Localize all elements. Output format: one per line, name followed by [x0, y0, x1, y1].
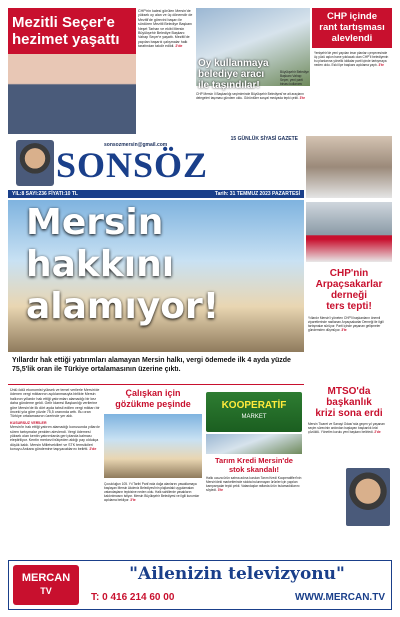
founder-portrait — [16, 140, 54, 186]
story-body: Yenişehir'de yeni yapılan imar planları çerçevesinde üç yüzü aşkın hane yıkılacak olan CHP'li belediyenin bu planlarına yönelik iddialar parti içinde tartışmaya neden oldu. Eski ilçe başkanı açıklama yaptı. 3'te — [314, 51, 389, 67]
sidebar-portrait — [346, 468, 390, 526]
divider — [8, 384, 304, 385]
issue-date: Tarih: 31 TEMMUZ 2023 PAZARTESİ — [214, 191, 300, 197]
footer-website[interactable]: WWW.MERCAN.TV — [295, 592, 385, 603]
cinema-body: Çocukluğun 105. Yıl Tarihi Park'ında doğa alanlarını yasaklamaya başlayan Mersin Akdeniz Belediyesi'nin plajlardaki uygulamaları vatandaşların tepkisine neden oldu. Halk sahillerde yasakların kaldırılmasını istiyor. Mersin Büyükşehir Belediyesi ve ilgili kurumlar açıklama bekliyor. 3'te — [104, 482, 200, 502]
coop-headline: Tarım Kredi Mersin'de stok skandalı! — [215, 456, 293, 474]
sidebar-photo-top — [306, 136, 392, 198]
masthead-tagline: 15 GÜNLÜK SİYASİ GAZETE — [230, 136, 298, 142]
main-subhead: Yıllardır hak ettiği yatırımları alamayan Mersin halkı, vergi ödemede ilk 4 ayda yüzde 75,5'lik oran ile Türkiye ortalamasının üzerine çıktı. — [12, 357, 291, 373]
sidebar-chp-headline: CHP'nin Arpaçsakarlar derneği ters tepti! — [315, 268, 383, 312]
issue-info: YIL:8 SAYI:236 FİYATI:10 TL — [12, 191, 78, 197]
more-link[interactable]: 3'te — [130, 498, 136, 502]
issue-bar — [8, 190, 304, 198]
story-headline: Mezitli Seçer'e hezimet yaşattı — [12, 14, 120, 48]
more-link[interactable]: 3'te — [217, 488, 224, 492]
main-headline: Mersin hakkını alamıyor! — [26, 202, 220, 327]
story-headline: Oy kullanmaya belediye aracı ile taşındılar! — [198, 58, 269, 91]
more-link[interactable]: 2'de — [374, 430, 381, 434]
logo-son: SON — [56, 145, 134, 185]
more-link[interactable]: 2'de — [175, 44, 183, 49]
logo-soz: SÖZ — [133, 145, 209, 185]
sidebar-mtso-body: Mersin Ticaret ve Sanayi Odası'nda geçen yıl yaşanan seçim sürecinin ardından başlayan başkanlık krizi çözüldü. Yönetim kurulu yeni başkanı belirledi. 2'de — [308, 422, 385, 434]
more-link[interactable]: 3'te — [341, 328, 347, 332]
story-headline: CHP içinde rant tartışması alevlendi — [319, 11, 385, 44]
main-col1: Ünlü ödül ekonomist yüksek ve temel verilerle Mersin'de ödenen vergi miktarının açıklanmasıyla birlikte Mersin halkının yıllardır hak ettiği yatırımları alamadığı bir kez daha gündeme geldi. Gelir İdaresi Başkanlığı verilerine göre Mersin'de ilk dört ayda tahsil edilen vergi miktarı bir önceki yıla göre yüzde 75,5 oranında arttı. Bu oran Türkiye ortalamasının üzerinde yer aldı. KUSURSUZ VERİLER Mersin'in hak ettiği yatırım alamadığı konusunda yıllardır süren tartışmalar yeniden alevlendi. Vergi ödemesi yüksek olan kentin yatırımlarda geri planda kalması eleştiriliyor. Kentin merkezi bütçeden aldığı pay oldukça düşük kaldı. Mersin Milletvekilleri ve STK temsilcileri konuyu Ankara gündemine taşıyacaklarını belirtti. 2'de — [10, 388, 100, 452]
coop-logo: KOOPERATİF MARKET — [206, 392, 302, 432]
sidebar-photo-chp — [306, 202, 392, 262]
masthead-email[interactable]: sonsozmersin@gmail.com — [104, 142, 168, 148]
top-left-body: CHP'nin kalesi görülen Mersin'de yüksek oy alan ve üç dönemdir de Mezitli'de görevini başarı ile sürdüren Mezitli Belediye Başkanı Neşet Tarhan ve ekibi Mersin Büyükşehir Belediye Başkanı Vahap Seçer'e yaşattı. Mezitli'de yapılan başarılı çalışmalar halk tarafından takdir edildi. 2'de — [138, 9, 193, 49]
cinema-photo — [104, 414, 202, 478]
top-story-left[interactable] — [8, 8, 136, 134]
sidebar-mtso-headline: MTSO'da başkanlık krizi sona erdi — [315, 386, 383, 419]
footer-phone[interactable]: T: 0 416 214 60 00 — [91, 592, 175, 603]
footer-ad[interactable] — [8, 560, 392, 610]
story-side: Büyükşehir Belediye Başkanı Vahap Seçer, yeni parti binası kullanımı — [280, 70, 309, 86]
coop-body: Halkı ucuza ürün satma adına kurulan Tarım Kredi Kooperatifleri'nin Mersin'deki marketlerinde stokta bulunmayan ürünler için yapılan kampanyalar tepki çekti. Vatandaşlar raflarda ürün bulamadıklarını söyledi. 3'te — [206, 476, 302, 492]
col1-subhead: KUSURSUZ VERİLER — [10, 420, 47, 425]
more-link[interactable]: 2'de — [89, 447, 97, 452]
top-story-right[interactable] — [312, 8, 392, 134]
mercan-logo: MERCAN TV — [13, 565, 79, 605]
more-link[interactable]: 3'te — [299, 96, 306, 100]
top-story-mid[interactable] — [196, 8, 310, 134]
sidebar-chp-body: Yıllardır Mersin'i yöneten CHP'li başkanların önemli ziyaretlerinde rastlanan Arpaçsakarlar Derneği ile ilgili tartışmalar sürüyor. Parti içinde yaşanan gelişmeler gündemden düşmüyor. 3'te — [308, 316, 384, 332]
footer-slogan: "Ailenizin televizyonu" — [129, 564, 345, 584]
story-body: CHP Mersin İl Başkanlığı seçimlerinde Büyükşehir Belediyesi'ne ait araçların delegeleri taşıması gündem oldu. Görüntüler sosyal medyada tepki çekti. 3'te — [196, 92, 306, 100]
cinema-headline: Çalışkan için gözükme peşinde — [115, 388, 191, 409]
more-link[interactable]: 3'te — [378, 63, 384, 67]
coop-photo — [206, 434, 302, 454]
